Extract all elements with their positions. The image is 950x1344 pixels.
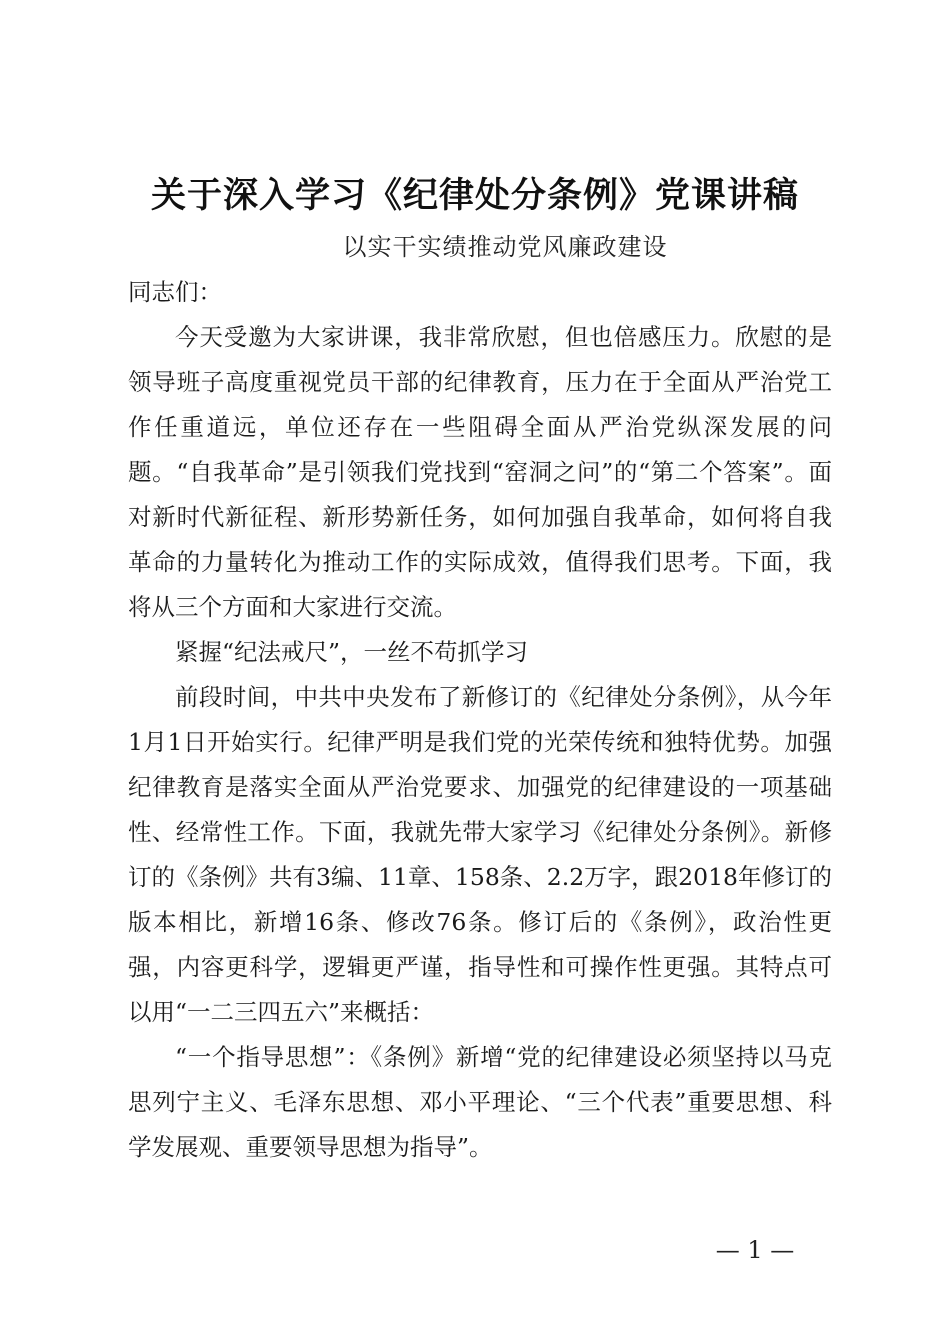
paragraph-intro: 今天受邀为大家讲课，我非常欣慰，但也倍感压力。欣慰的是领导班子高度重视党员干部的纪律教育，压力在于全面从严治党工作任重道远，单位还存在一些阻碍全面从严治党纵深发展的问题。“自我革命”是引领我们党找到“窑洞之问”的“第二个答案”。面对新时代新征程、新形势新任务，如何加强自我革命，如何将自我革命的力量转化为推动工作的实际成效，值得我们思考。下面，我将从三个方面和大家进行交流。 bbox=[128, 323, 832, 621]
document-body bbox=[128, 270, 832, 1170]
page-number: — 1 — bbox=[715, 1236, 795, 1264]
section-heading: 紧握“纪法戒尺”，一丝不苟抓学习 bbox=[175, 638, 529, 666]
paragraph-guiding-thought: “一个指导思想”：《条例》新增“党的纪律建设必须坚持以马克思列宁主义、毛泽东思想、邓小平理论、“三个代表”重要思想、科学发展观、重要领导思想为指导”。 bbox=[128, 1043, 832, 1161]
document-subtitle: 以实干实绩推动党风廉政建设 bbox=[342, 233, 668, 261]
document-title: 关于深入学习《纪律处分条例》党课讲稿 bbox=[150, 176, 799, 216]
salutation: 同志们： bbox=[128, 278, 222, 306]
paragraph-regulation-overview: 前段时间，中共中央发布了新修订的《纪律处分条例》，从今年1月1日开始实行。纪律严明是我们党的光荣传统和独特优势。加强纪律教育是落实全面从严治党要求、加强党的纪律建设的一项基础性、经常性工作。下面，我就先带大家学习《纪律处分条例》。新修订的《条例》共有3编、11章、158条、2.2万字，跟2018年修订的版本相比，新增16条、修改76条。修订后的《条例》，政治性更强，内容更科学，逻辑更严谨，指导性和可操作性更强。其特点可以用“一二三四五六”来概括： bbox=[128, 683, 832, 1026]
